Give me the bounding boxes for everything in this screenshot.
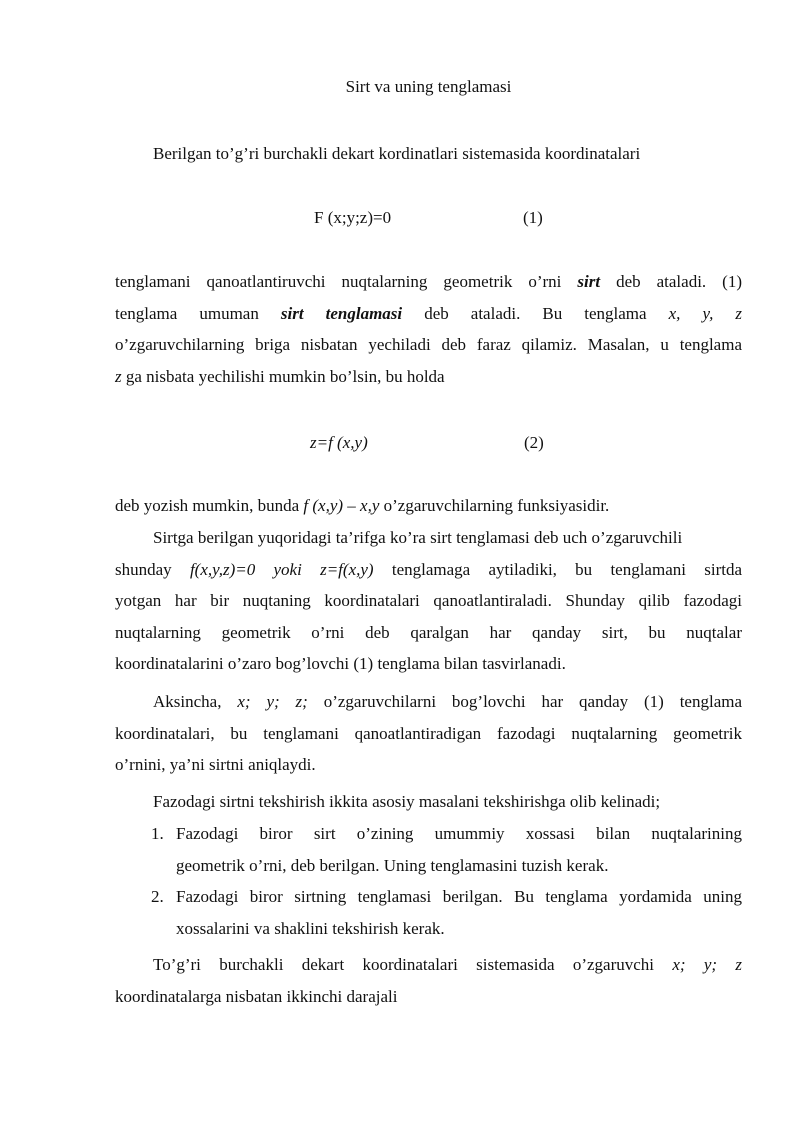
paragraph-1-line-2: tenglama umuman sirt tenglamasi deb ataladi. Bu tenglama x, y, z xyxy=(115,303,742,323)
paragraph-5: Fazodagi sirtni tekshirish ikkita asosiy masalani tekshirishga olib kelinadi; xyxy=(153,792,661,811)
paragraph-1 xyxy=(115,266,742,392)
paragraph-3-line-4: nuqtalarning geometrik o’rni deb qaralgan har qanday sirt, bu nuqtalar xyxy=(115,622,742,642)
list-item-line-2: xossalarini va shaklini tekshirish kerak. xyxy=(176,918,445,938)
list-item xyxy=(115,881,742,944)
paragraph-3-line-3: yotgan har bir nuqtaning koordinatalari qanoatlantiraladi. Shunday qilib fazodagi xyxy=(115,591,742,610)
paragraph-4-line-1: Aksincha, x; y; z; o’zgaruvchilarni bog’lovchi har qanday (1) tenglama xyxy=(153,692,743,711)
paragraph-1-line-4: z ga nisbata yechilishi mumkin bo’lsin, bu holda xyxy=(115,366,445,386)
paragraph-4-line-2: koordinatalari, bu tenglamani qanoatlantiradigan fazodagi nuqtalarning geometrik xyxy=(115,723,742,743)
term-sirt: sirt xyxy=(577,272,601,291)
paragraph-6-line-1: To’g’ri burchakli dekart koordinatalari sistemasida o’zgaruvchi x; y; z xyxy=(153,955,742,974)
paragraph-1-line-3: o’zgaruvchilarning briga nisbatan yechiladi deb faraz qilamiz. Masalan, u tenglama xyxy=(115,335,742,354)
numbered-list xyxy=(115,818,742,944)
equation-1-number: (1) xyxy=(523,208,543,227)
list-item-line-1: Fazodagi biror sirt o’zining umummiy xossasi bilan nuqtalarining xyxy=(176,824,742,843)
page-title: Sirt va uning tenglamasi xyxy=(345,77,512,96)
intro-line: Berilgan to’g’ri burchakli dekart kordinatlari sistemasida koordinatalari xyxy=(153,144,641,163)
list-item-line-1: Fazodagi biror sirtning tenglamasi berilgan. Bu tenglama yordamida uning xyxy=(176,887,742,906)
list-item-number: 1. xyxy=(151,824,164,843)
paragraph-3-line-1: Sirtga berilgan yuqoridagi ta’rifga ko’ra sirt tenglamasi deb uch o’zgaruvchili xyxy=(153,528,683,547)
paragraph-1-line-1: tenglamani qanoatlantiruvchi nuqtalarning geometrik o’rni sirt deb ataladi. (1) xyxy=(115,272,742,291)
paragraph-6-line-2: koordinatalarga nisbatan ikkinchi darajali xyxy=(115,986,398,1006)
list-item xyxy=(115,818,742,881)
list-item-line-2: geometrik o’rni, deb berilgan. Uning tenglamasini tuzish kerak. xyxy=(176,855,609,875)
paragraph-3 xyxy=(115,522,742,680)
list-item-number: 2. xyxy=(151,887,164,906)
equation-2-expression: z=f (x,y) xyxy=(310,433,368,452)
term-sirt-tenglamasi: sirt tenglamasi xyxy=(280,303,403,323)
equation-1-expression: F (x;y;z)=0 xyxy=(314,208,392,227)
paragraph-3-line-2: shunday f(x,y,z)=0 yoki z=f(x,y) tenglamaga aytiladiki, bu tenglamani sirtda xyxy=(115,559,743,579)
paragraph-2 xyxy=(115,490,742,522)
paragraph-3-line-5: koordinatalarini o’zaro bog’lovchi (1) tenglama bilan tasvirlanadi. xyxy=(115,654,566,673)
paragraph-4-line-3: o’rnini, ya’ni sirtni aniqlaydi. xyxy=(115,755,316,774)
paragraph-6 xyxy=(115,949,742,1012)
equation-2-number: (2) xyxy=(524,433,544,452)
paragraph-4 xyxy=(115,686,742,781)
paragraph-2-line-1: deb yozish mumkin, bunda f (x,y) – x,y o’zgaruvchilarning funksiyasidir. xyxy=(115,496,610,515)
